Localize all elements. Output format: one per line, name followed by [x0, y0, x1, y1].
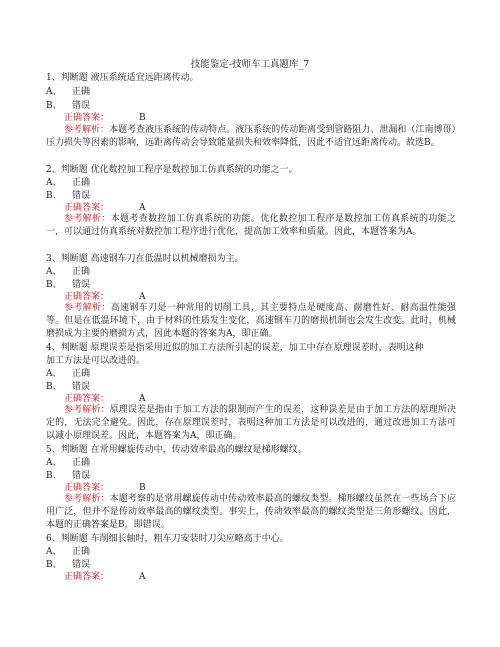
- answer-value: A: [139, 572, 146, 582]
- option-text: 错误: [72, 101, 91, 111]
- option-b[interactable]: [46, 559, 90, 571]
- option-letter: B、: [46, 382, 62, 392]
- explanation-5: [46, 493, 456, 533]
- question-number: 4、: [46, 343, 61, 353]
- explanation-label: 参考解析：: [64, 303, 111, 313]
- option-text: 错误: [72, 471, 91, 481]
- question-type: 判断题: [60, 445, 88, 455]
- question-type: 判断题: [60, 343, 88, 353]
- explanation-1: [46, 124, 456, 150]
- question-3: [46, 253, 244, 265]
- option-b[interactable]: [46, 381, 90, 393]
- question-5: [46, 444, 307, 456]
- option-letter: B、: [46, 191, 62, 201]
- explanation-text: 本题考查数控加工仿真系统的功能。优化数控加工程序是数控加工仿真系统的功能之一，可以通过仿真系统对数控加工程序进行优化，提高加工效率和质量。因此，本题答案为A。: [46, 214, 456, 238]
- answer-label: 正确答案：: [64, 113, 110, 123]
- explanation-label: 参考解析：: [64, 125, 110, 135]
- option-a[interactable]: [46, 86, 90, 98]
- answer-row: [64, 571, 146, 583]
- option-letter: B、: [46, 280, 62, 290]
- explanation-text: 本题考查液压系统的传动特点。液压系统的传动距离受到管路阻力、泄漏和（江南博哥）压力损失等因素的影响，远距离传动会导致能量损失和效率降低，因此不适宜远距离传动。故选B。: [46, 125, 456, 149]
- question-text: 车削细长轴时，粗车刀安装时刀尖应略高于中心。: [90, 534, 289, 544]
- option-text: 错误: [72, 280, 91, 290]
- option-letter: A、: [46, 178, 62, 188]
- question-1: [46, 72, 199, 84]
- explanation-label: 参考解析：: [64, 405, 110, 415]
- explanation-label: 参考解析：: [64, 214, 111, 224]
- option-text: 正确: [72, 87, 91, 97]
- question-text: 液压系统适宜远距离传动。: [90, 73, 199, 83]
- question-type: 判断题: [60, 165, 88, 175]
- option-letter: B、: [46, 471, 62, 481]
- option-b[interactable]: [46, 279, 90, 291]
- answer-row: [64, 112, 146, 124]
- question-2: [46, 164, 298, 176]
- question-6: [46, 533, 289, 545]
- option-a[interactable]: [46, 266, 90, 278]
- explanation-4: [46, 404, 456, 444]
- option-text: 错误: [72, 382, 91, 392]
- answer-label: 正确答案：: [64, 572, 110, 582]
- answer-value: B: [139, 483, 146, 493]
- question-number: 5、: [46, 445, 61, 455]
- option-a[interactable]: [46, 457, 90, 469]
- question-type: 判断题: [60, 534, 88, 544]
- option-text: 错误: [72, 191, 91, 201]
- answer-label: 正确答案：: [64, 483, 110, 493]
- question-text: 高速钢车刀在低温时以机械磨损为主。: [90, 254, 244, 264]
- question-number: 3、: [46, 254, 61, 264]
- option-letter: A、: [46, 458, 62, 468]
- option-text: 正确: [72, 547, 91, 557]
- answer-label: 正确答案：: [64, 292, 110, 302]
- answer-value: A: [139, 292, 146, 302]
- explanation-text: 高速钢车刀是一种常用的切削工具，其主要特点是硬度高、耐磨性好、耐高温性能强等。但是在低温环境下，由于材料的性质发生变化，高速钢车刀的磨损机制也会发生改变。此时，机械磨损成为主要的磨损方式，因此本题的答案为A，即正确。: [46, 303, 456, 340]
- question-type: 判断题: [60, 254, 88, 264]
- option-text: 错误: [72, 560, 91, 570]
- question-number: 1、: [46, 73, 61, 83]
- answer-value: A: [139, 394, 146, 404]
- answer-value: B: [139, 113, 146, 123]
- question-text: 在常用螺旋传动中，传动效率最高的螺纹是梯形螺纹。: [90, 445, 307, 455]
- answer-label: 正确答案：: [64, 394, 110, 404]
- explanation-text: 本题考察的是常用螺旋传动中传动效率最高的螺纹类型。梯形螺纹虽然在一些场合下应用广泛，但并不是传动效率最高的螺纹类型。事实上，传动效率最高的螺纹类型是三角形螺纹。因此，本题的正确答案是B，即错误。: [46, 494, 456, 531]
- question-4: [46, 342, 424, 354]
- explanation-text: 原理误差是指由于加工方法的限制而产生的误差，这种误差是由于加工方法的原理所决定的，无法完全避免。因此，存在原理误差时，表明这种加工方法是可以改进的，通过改进加工方法可以减小原理误差。因此，本题答案为A，即正确。: [46, 405, 456, 442]
- option-letter: B、: [46, 560, 62, 570]
- explanation-label: 参考解析：: [64, 494, 110, 504]
- option-letter: A、: [46, 547, 62, 557]
- explanation-2: [46, 213, 456, 239]
- option-text: 正确: [72, 178, 91, 188]
- option-a[interactable]: [46, 177, 90, 189]
- option-text: 正确: [72, 458, 91, 468]
- question-type: 判断题: [60, 73, 88, 83]
- question-text-line-1: 原理误差是指采用近似的加工方法所引起的误差，加工中存在原理误差时，表明这种: [90, 343, 424, 353]
- option-letter: A、: [46, 369, 62, 379]
- option-b[interactable]: [46, 190, 90, 202]
- question-4-continued: [46, 355, 145, 367]
- question-number: 6、: [46, 534, 61, 544]
- option-letter: B、: [46, 101, 62, 111]
- option-b[interactable]: [46, 100, 90, 112]
- option-a[interactable]: [46, 546, 90, 558]
- answer-value: A: [139, 203, 146, 213]
- option-text: 正确: [72, 369, 91, 379]
- option-b[interactable]: [46, 470, 90, 482]
- answer-label: 正确答案：: [64, 203, 110, 213]
- option-letter: A、: [46, 267, 62, 277]
- question-number: 2、: [46, 165, 61, 175]
- option-text: 正确: [72, 267, 91, 277]
- explanation-3: [46, 302, 456, 342]
- option-a[interactable]: [46, 368, 90, 380]
- question-text-line-2: 加工方法是可以改进的。: [46, 356, 146, 366]
- document-title: 技能鉴定-技师车工真题库_7: [190, 59, 310, 70]
- question-text: 优化数控加工程序是数控加工仿真系统的功能之一。: [90, 165, 298, 175]
- option-letter: A、: [46, 87, 62, 97]
